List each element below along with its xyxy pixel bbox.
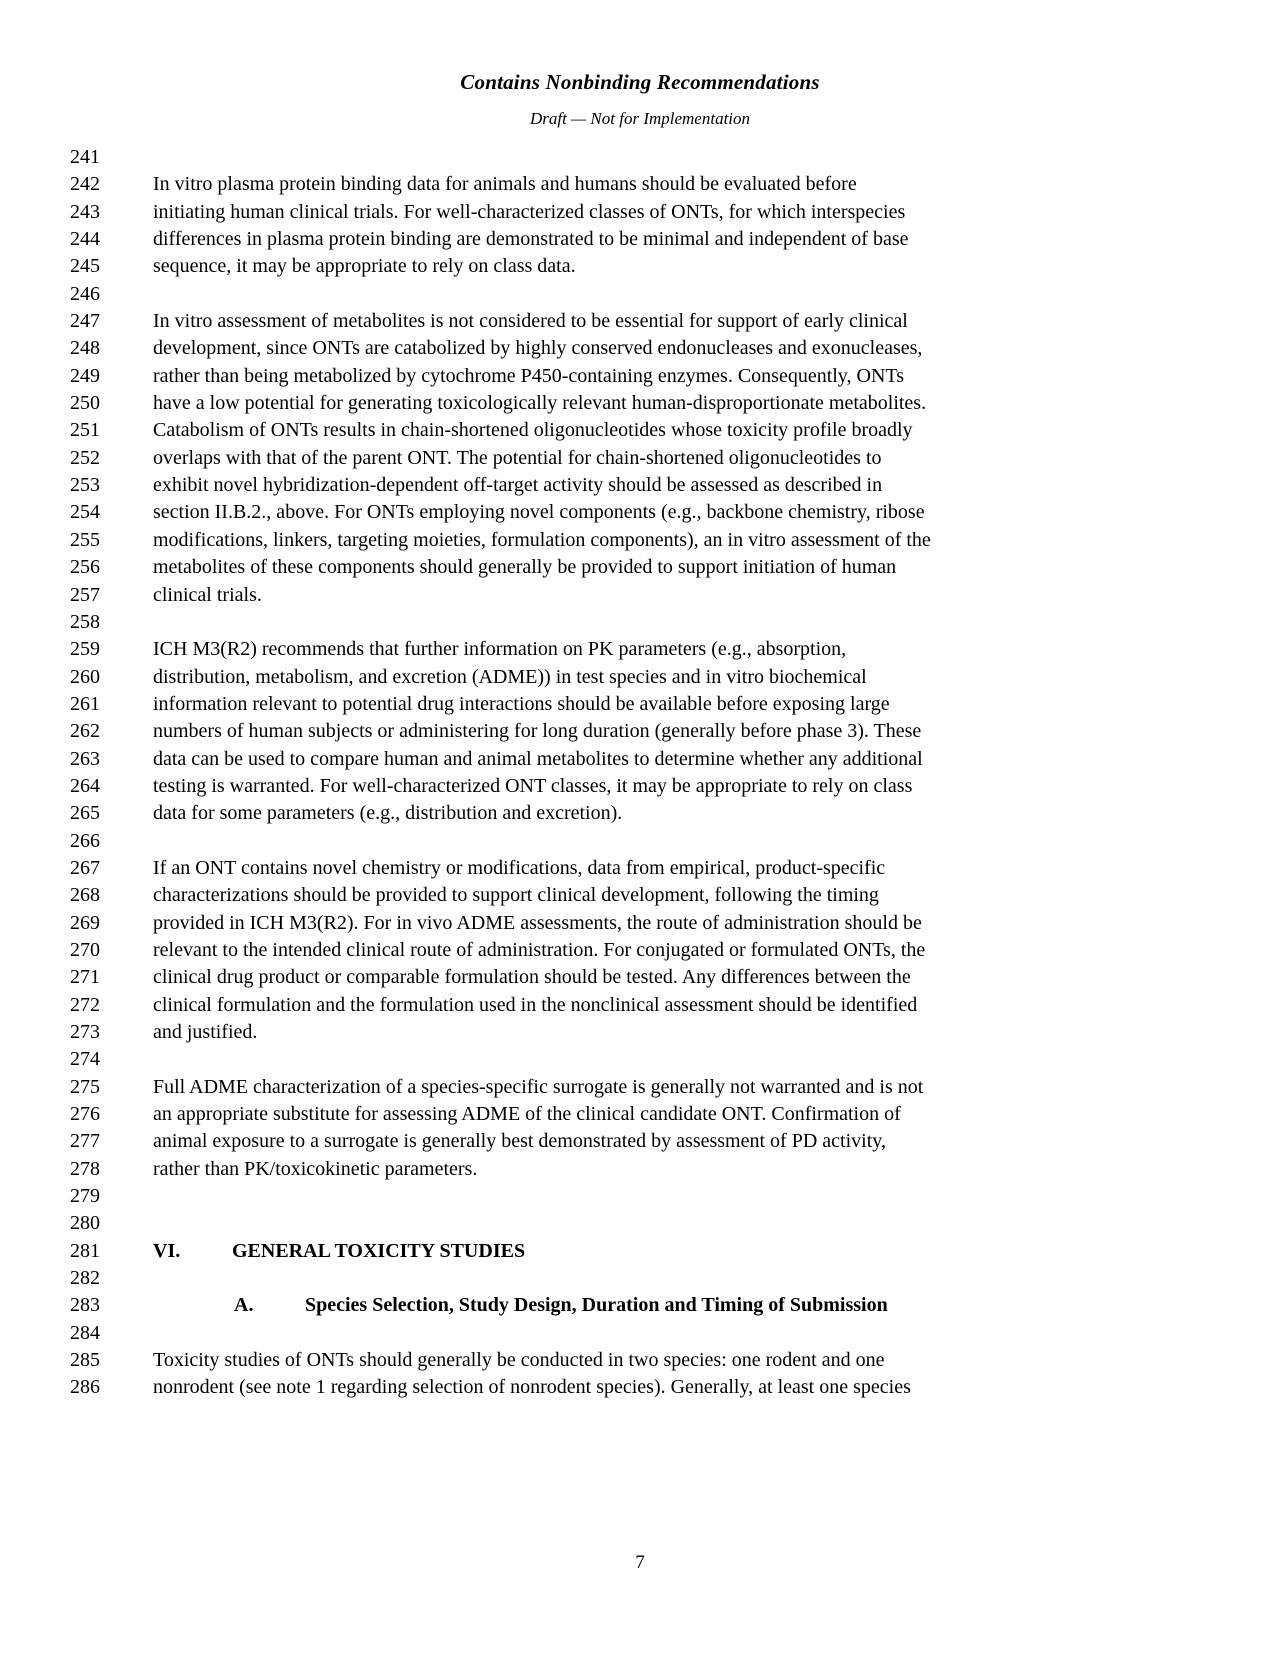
line-number: 280: [70, 1212, 100, 1235]
line-text: ICH M3(R2) recommends that further information on PK parameters (e.g., absorption,: [153, 638, 847, 661]
line-text: If an ONT contains novel chemistry or modifications, data from empirical, product-specific: [153, 856, 886, 879]
line-number: 281: [70, 1239, 100, 1262]
line-row: [70, 335, 1280, 362]
line-row: [70, 882, 1280, 909]
line-row: [70, 554, 1280, 581]
line-number: 285: [70, 1349, 100, 1372]
line-row: [70, 992, 1280, 1019]
line-number: 282: [70, 1267, 100, 1290]
line-number: 275: [70, 1075, 100, 1098]
line-number: 267: [70, 856, 100, 879]
line-number: 247: [70, 310, 100, 333]
line-text: differences in plasma protein binding are demonstrated to be minimal and independent of base: [153, 228, 909, 251]
line-row: [70, 691, 1280, 718]
section-heading-row: [70, 1238, 1280, 1265]
line-number: 276: [70, 1103, 100, 1126]
line-number: 279: [70, 1185, 100, 1208]
line-text: animal exposure to a surrogate is generally best demonstrated by assessment of PD activity,: [153, 1130, 886, 1153]
line-text: Catabolism of ONTs results in chain-shortened oligonucleotides whose toxicity profile broadly: [153, 419, 913, 442]
line-number: 248: [70, 337, 100, 360]
line-row: [70, 527, 1280, 554]
line-number: 258: [70, 610, 100, 633]
line-text: data can be used to compare human and animal metabolites to determine whether any additional: [153, 747, 923, 770]
line-number: 242: [70, 173, 100, 196]
line-row: [70, 746, 1280, 773]
line-row: [70, 390, 1280, 417]
line-row: [70, 253, 1280, 280]
line-row: [70, 171, 1280, 198]
line-number: 244: [70, 228, 100, 251]
line-text: information relevant to potential drug interactions should be available before exposing large: [153, 692, 890, 715]
line-number: 252: [70, 446, 100, 469]
line-row: [70, 582, 1280, 609]
line-row: [70, 1046, 1280, 1073]
line-number: 262: [70, 720, 100, 743]
line-row: [70, 417, 1280, 444]
line-number: 246: [70, 282, 100, 305]
line-row: [70, 964, 1280, 991]
line-row: [70, 199, 1280, 226]
subsection-heading-row: [70, 1292, 1280, 1319]
line-row: [70, 499, 1280, 526]
line-row: [70, 937, 1280, 964]
line-row: [70, 308, 1280, 335]
line-row: [70, 773, 1280, 800]
line-number: 283: [70, 1294, 100, 1317]
line-number: 278: [70, 1157, 100, 1180]
line-number: 268: [70, 884, 100, 907]
line-row: [70, 363, 1280, 390]
line-text: sequence, it may be appropriate to rely on class data.: [153, 255, 576, 278]
line-text: development, since ONTs are catabolized by highly conserved endonucleases and exonucleases,: [153, 337, 923, 360]
line-text: characterizations should be provided to support clinical development, following the timing: [153, 884, 879, 907]
line-text: clinical drug product or comparable formulation should be tested. Any differences between the: [153, 966, 911, 989]
line-text: [153, 1294, 888, 1316]
line-row: [70, 800, 1280, 827]
line-number: 265: [70, 802, 100, 825]
line-row: [70, 1156, 1280, 1183]
line-text: initiating human clinical trials. For well-characterized classes of ONTs, for which interspecies: [153, 200, 906, 223]
line-row: [70, 472, 1280, 499]
line-text: In vitro assessment of metabolites is not considered to be essential for support of early clinical: [153, 310, 908, 333]
heading-label: VI.: [153, 1239, 181, 1262]
line-number: 250: [70, 392, 100, 415]
line-text: distribution, metabolism, and excretion (ADME)) in test species and in vitro biochemical: [153, 665, 867, 688]
line-number: 243: [70, 200, 100, 223]
line-number: 257: [70, 583, 100, 606]
line-row: [70, 828, 1280, 855]
line-number: 284: [70, 1321, 100, 1344]
line-row: [70, 1183, 1280, 1210]
body-lines: [0, 144, 1280, 1402]
line-text: relevant to the intended clinical route of administration. For conjugated or formulated ONTs, the: [153, 938, 926, 961]
line-row: [70, 664, 1280, 691]
heading-text: GENERAL TOXICITY STUDIES: [232, 1239, 526, 1262]
line-text: exhibit novel hybridization-dependent off-target activity should be assessed as described in: [153, 474, 883, 497]
line-number: 260: [70, 665, 100, 688]
line-number: 261: [70, 692, 100, 715]
line-row: [70, 855, 1280, 882]
line-number: 245: [70, 255, 100, 278]
line-number: 241: [70, 146, 100, 168]
heading-text: Species Selection, Study Design, Duration and Timing of Submission: [305, 1294, 888, 1317]
line-number: 277: [70, 1130, 100, 1153]
line-row: [70, 636, 1280, 663]
heading-label: A.: [234, 1294, 254, 1317]
line-number: 272: [70, 993, 100, 1016]
line-number: 274: [70, 1048, 100, 1071]
line-row: [70, 1074, 1280, 1101]
line-row: [70, 1347, 1280, 1374]
line-text: and justified.: [153, 1021, 258, 1043]
header-title: Contains Nonbinding Recommendations: [460, 70, 820, 94]
line-text: modifications, linkers, targeting moieties, formulation components), an in vitro assessment of the: [153, 528, 931, 551]
line-number: 286: [70, 1376, 100, 1399]
line-text: data for some parameters (e.g., distribution and excretion).: [153, 802, 623, 825]
line-text: Toxicity studies of ONTs should generally be conducted in two species: one rodent and one: [153, 1349, 885, 1372]
line-text: clinical trials.: [153, 583, 262, 606]
line-text: rather than PK/toxicokinetic parameters.: [153, 1157, 478, 1180]
line-text: metabolites of these components should generally be provided to support initiation of human: [153, 556, 897, 579]
line-row: [70, 1128, 1280, 1155]
line-number: 266: [70, 829, 100, 852]
line-number: 259: [70, 638, 100, 661]
line-number: 270: [70, 938, 100, 961]
line-row: [70, 718, 1280, 745]
line-row: [70, 910, 1280, 937]
header-subtitle: Draft — Not for Implementation: [529, 109, 751, 128]
line-text: numbers of human subjects or administering for long duration (generally before phase 3). These: [153, 720, 922, 743]
line-number: 254: [70, 501, 100, 524]
line-row: [70, 226, 1280, 253]
line-text: an appropriate substitute for assessing ADME of the clinical candidate ONT. Confirmation of: [153, 1103, 901, 1126]
line-number: 273: [70, 1021, 100, 1043]
line-row: [70, 445, 1280, 472]
line-number: 271: [70, 966, 100, 989]
line-text: provided in ICH M3(R2). For in vivo ADME assessments, the route of administration should be: [153, 911, 922, 934]
document-header: [0, 0, 1280, 129]
line-text: nonrodent (see note 1 regarding selection of nonrodent species). Generally, at least one species: [153, 1376, 911, 1399]
line-text: have a low potential for generating toxicologically relevant human-disproportionate metabolites.: [153, 392, 927, 415]
line-number: 255: [70, 528, 100, 551]
line-text: rather than being metabolized by cytochrome P450-containing enzymes. Consequently, ONTs: [153, 364, 904, 387]
line-row: [70, 1265, 1280, 1292]
line-number: 251: [70, 419, 100, 442]
line-text: Full ADME characterization of a species-specific surrogate is generally not warranted and is not: [153, 1075, 924, 1098]
line-text: clinical formulation and the formulation used in the nonclinical assessment should be identified: [153, 993, 918, 1016]
line-text: overlaps with that of the parent ONT. The potential for chain-shortened oligonucleotides to: [153, 446, 882, 469]
page-number: 7: [635, 1552, 645, 1573]
line-number: 263: [70, 747, 100, 770]
line-text: [153, 1240, 525, 1262]
line-number: 249: [70, 364, 100, 387]
line-row: [70, 1374, 1280, 1401]
line-number: 269: [70, 911, 100, 934]
line-number: 264: [70, 774, 100, 797]
line-row: [70, 1320, 1280, 1347]
line-row: [70, 1210, 1280, 1237]
line-text: section II.B.2., above. For ONTs employing novel components (e.g., backbone chemistry, ribose: [153, 501, 925, 524]
line-number: 256: [70, 556, 100, 579]
line-row: [70, 281, 1280, 308]
line-row: [70, 1101, 1280, 1128]
line-text: In vitro plasma protein binding data for animals and humans should be evaluated before: [153, 173, 857, 196]
line-text: testing is warranted. For well-characterized ONT classes, it may be appropriate to rely on class: [153, 774, 913, 797]
line-number: 253: [70, 474, 100, 497]
line-row: [70, 1019, 1280, 1046]
line-row: [70, 144, 1280, 171]
line-row: [70, 609, 1280, 636]
